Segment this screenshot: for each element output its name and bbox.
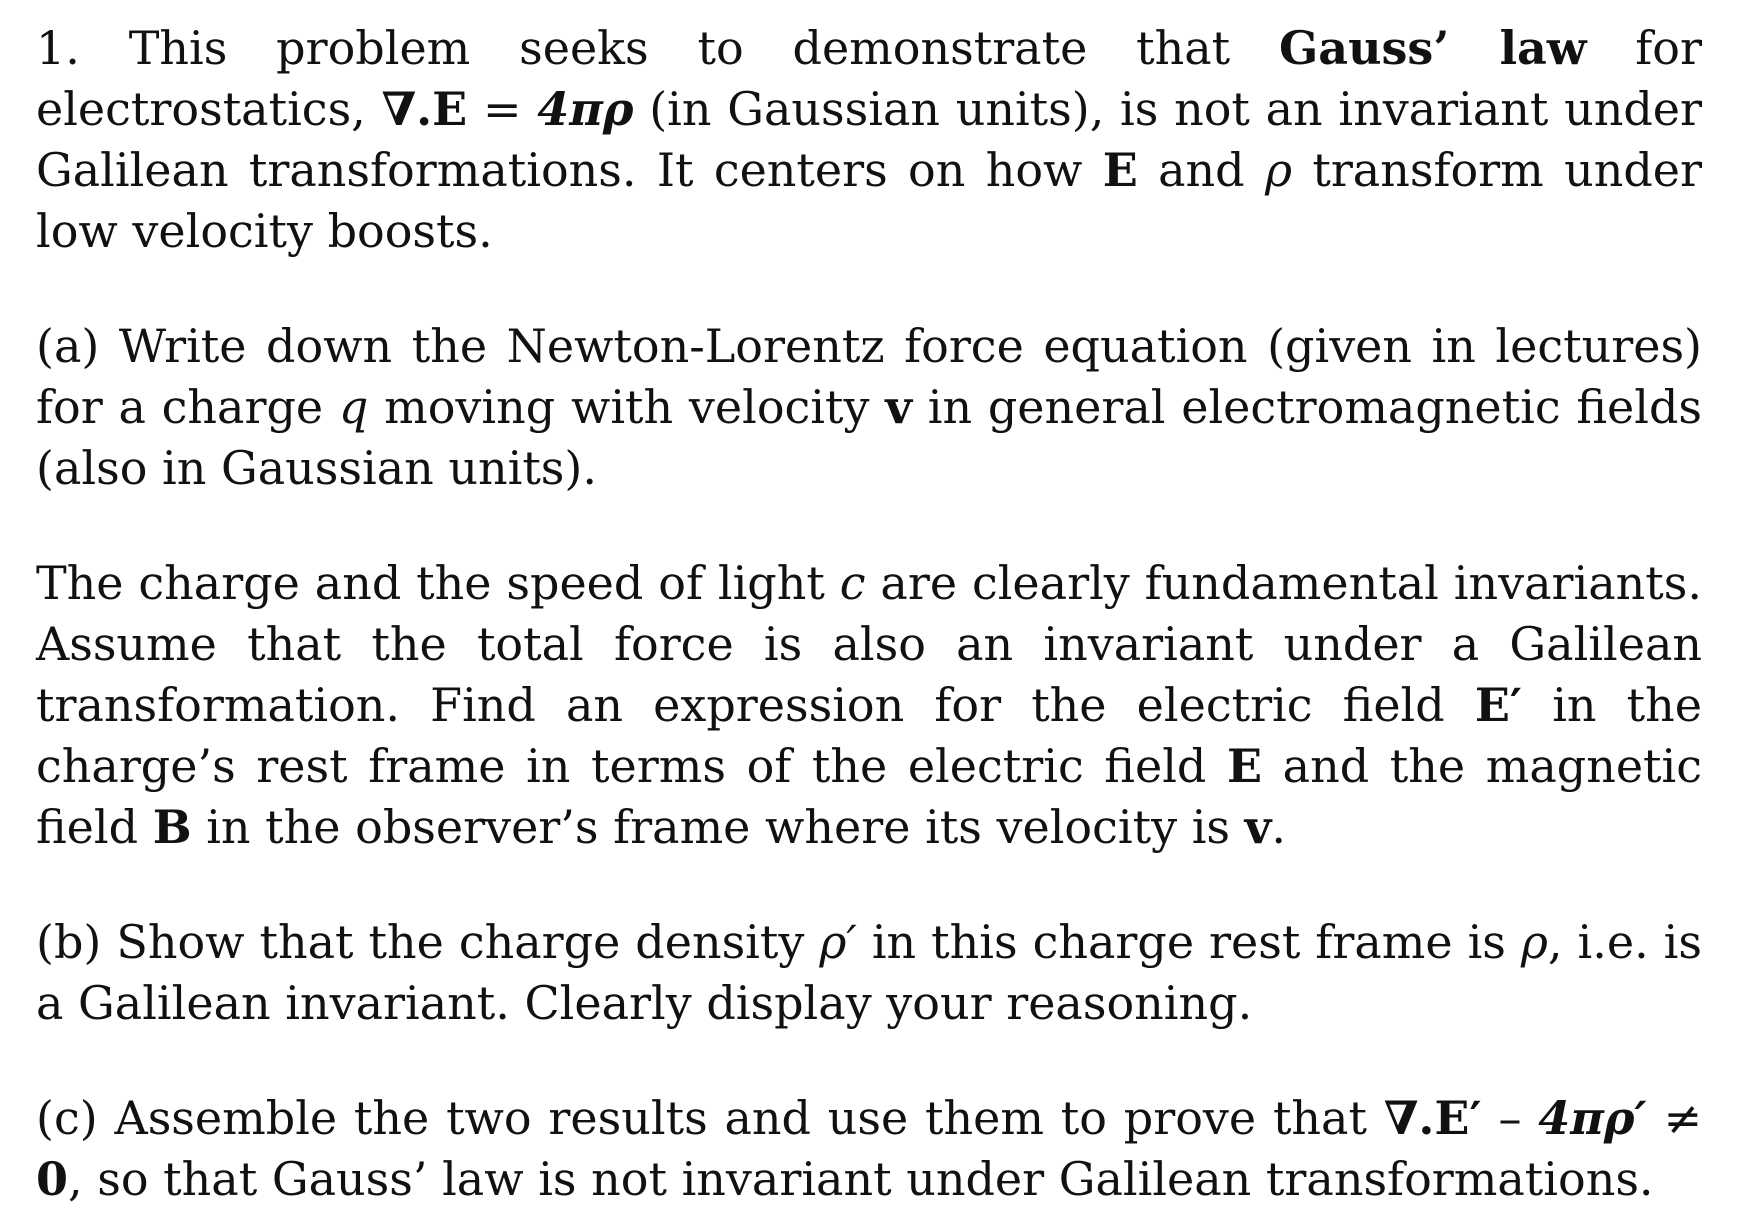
intro-text-4: and (1158, 143, 1245, 197)
middle-text-4: and the magnetic field (36, 739, 1702, 854)
part-b-text-3: , i.e. is a Galilean invariant. Clearly display your reasoning. (36, 915, 1702, 1030)
part-a (36, 316, 1702, 499)
part-b-label: (b) (36, 915, 102, 969)
nabla-dot-e: ∇.E (381, 82, 468, 136)
nabla-dot-e-prime: ∇.E′ (1383, 1091, 1482, 1145)
gauss-law-term: Gauss’ law (1279, 21, 1587, 75)
intro-text-1: This problem seeks to demonstrate that (128, 21, 1231, 75)
intro-text-3: (in Gaussian units), is not an invariant under Galilean transformations. It centers on how (36, 82, 1702, 197)
part-b-text-1: Show that the charge density (116, 915, 805, 969)
part-a-text-1: Write down the Newton-Lorentz force equation (given in lectures) for a charge (36, 319, 1703, 434)
v-symbol: v (885, 380, 912, 434)
problem-intro (36, 18, 1702, 262)
four-pi-rho-prime: 4πρ′ (1538, 1091, 1647, 1145)
part-c (36, 1088, 1702, 1210)
part-b (36, 912, 1702, 1034)
minus-sign: – (1498, 1091, 1522, 1145)
part-a-text-2: moving with velocity (384, 380, 870, 434)
part-b-text-2: in this charge rest frame is (871, 915, 1506, 969)
q-symbol: q (338, 380, 369, 434)
zero-vector: 0 (36, 1152, 69, 1206)
e-field-symbol: E (1226, 739, 1263, 793)
middle-paragraph (36, 553, 1702, 858)
rho-prime-symbol: ρ′ (819, 915, 857, 969)
equals-sign: = (482, 82, 522, 136)
part-a-text-3: in general electromagnetic fields (also in Gaussian units). (36, 380, 1703, 495)
e-prime-symbol: E′ (1474, 678, 1523, 732)
intro-text-5: transform under low velocity boosts. (36, 143, 1703, 258)
c-symbol: c (839, 556, 866, 610)
part-a-label: (a) (36, 319, 100, 373)
gauss-equation (382, 82, 634, 136)
middle-text-5: in the observer’s frame where its velocity is (206, 800, 1231, 854)
part-c-text-1: Assemble the two results and use them to prove that (114, 1091, 1367, 1145)
velocity-symbol: v (1244, 800, 1272, 854)
middle-text-1: The charge and the speed of light (36, 556, 825, 610)
not-equal-sign: ≠ (1663, 1091, 1703, 1145)
part-c-text-2: , so that Gauss’ law is not invariant under Galilean transformations. (68, 1152, 1654, 1206)
intro-text-2: for electrostatics, (36, 21, 1702, 136)
problem-document (36, 18, 1702, 1210)
b-field-symbol: B (152, 800, 192, 854)
middle-period: . (1271, 800, 1287, 854)
middle-text-3: in the charge’s rest frame in terms of the electric field (36, 678, 1703, 793)
part-c-label: (c) (36, 1091, 98, 1145)
four-pi-rho: 4πρ (537, 82, 634, 136)
problem-number: 1. (36, 21, 80, 75)
e-symbol: E (1102, 143, 1138, 197)
rho-symbol-b: ρ (1520, 915, 1548, 969)
middle-text-2: are clearly fundamental invariants. Assume that the total force is also an invariant under a Galilean transformation. Find an expression for the electric field (36, 556, 1703, 732)
rho-symbol: ρ (1264, 143, 1292, 197)
